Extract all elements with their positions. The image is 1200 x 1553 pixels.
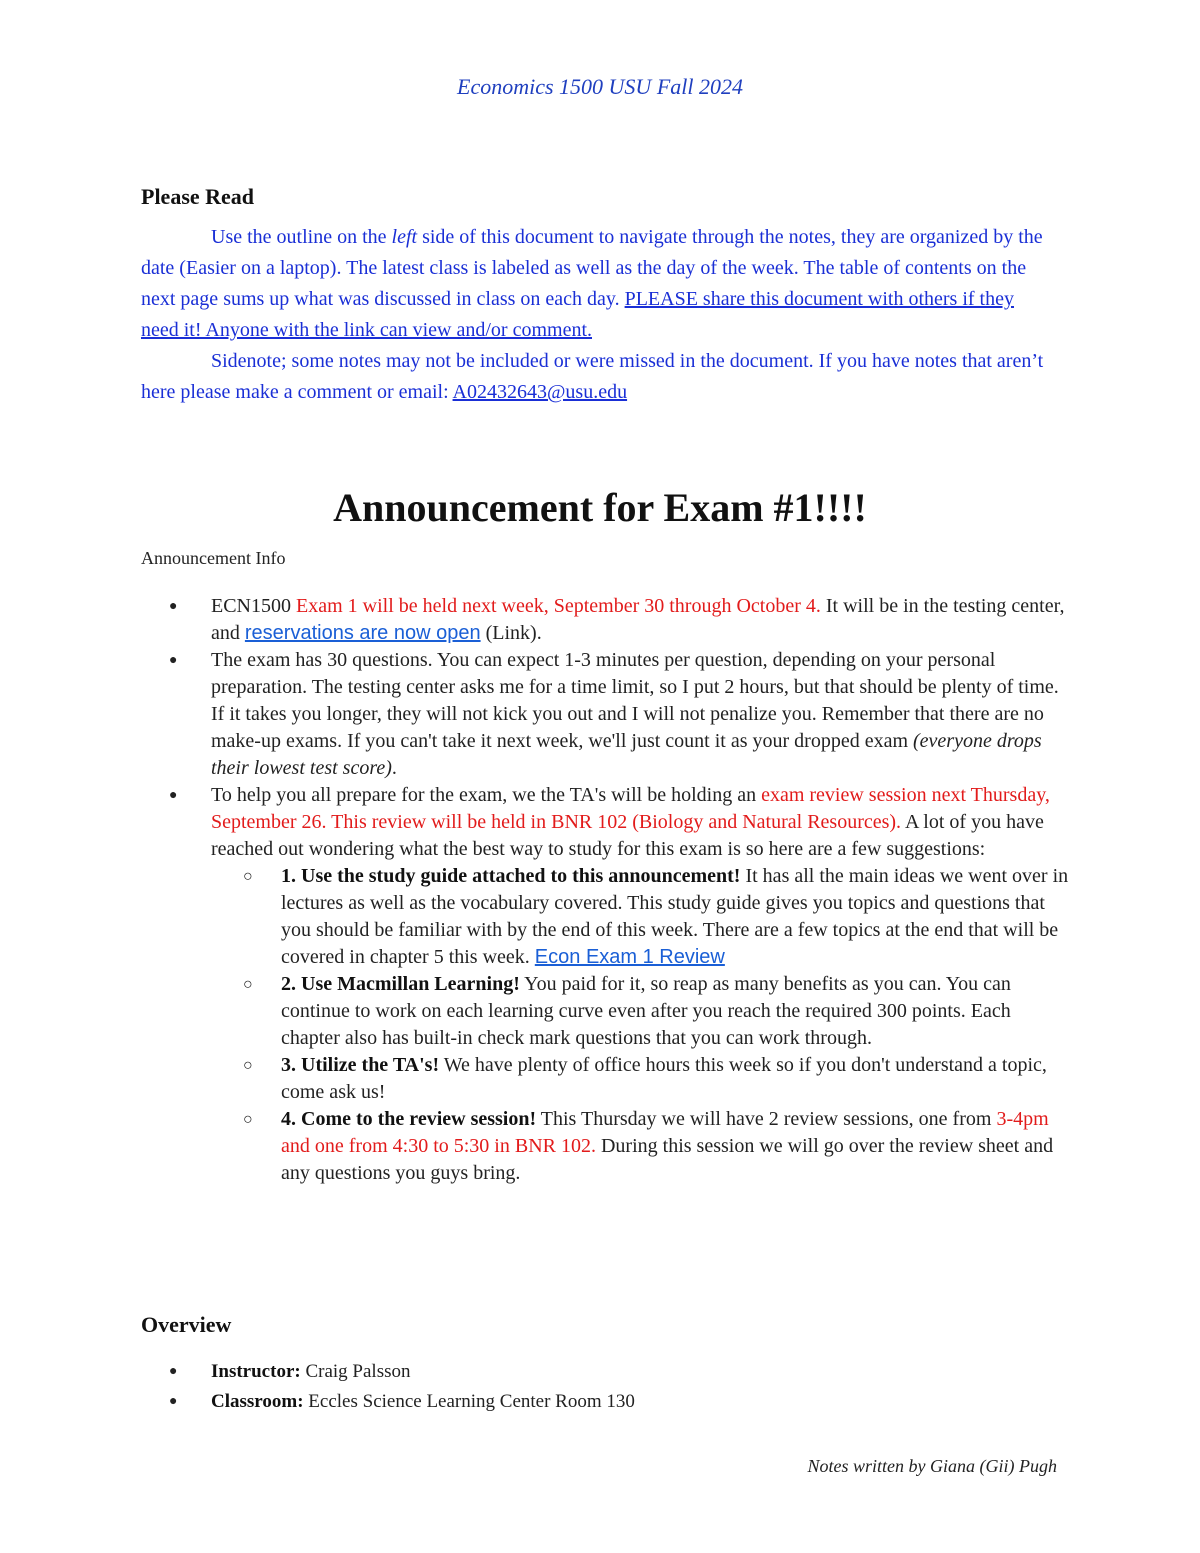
- intro-text: Sidenote; some notes may not be included or were missed in the document. If you have notes that aren’t here please make a comment or email:: [141, 350, 1044, 403]
- sub-list-item: [141, 863, 1071, 971]
- intro-text: Use the outline on the: [211, 226, 392, 248]
- footer-credit: Notes written by Giana (Gii) Pugh: [807, 1456, 1057, 1476]
- list-item: [141, 593, 1071, 647]
- circle-bullet-icon: ○: [243, 1057, 253, 1074]
- classroom-value: Eccles Science Learning Center Room 130: [303, 1391, 635, 1412]
- sub-list-item: [141, 971, 1071, 1052]
- overview-heading: Overview: [141, 1312, 232, 1337]
- intro-paragraph-1: [141, 222, 1051, 346]
- study-guide-link[interactable]: Econ Exam 1 Review: [534, 946, 725, 968]
- intro-text: side of this document to navigate through the notes, they are organized by the date (Easier on a laptop). The latest class is labeled as well as the day of the week. The table of contents on the next page sums up what was discussed in class on each day.: [141, 226, 1043, 310]
- classroom-label: Classroom:: [211, 1391, 304, 1412]
- list-item: [141, 1357, 1071, 1387]
- suggestion-title: 4. Come to the review session!: [281, 1108, 537, 1130]
- please-read-heading: Please Read: [141, 184, 255, 209]
- list-text: ECN1500: [211, 595, 296, 617]
- list-text: You paid for it, so reap as many benefits as you can. You can continue to work on each learning curve even after you reach the required 300 points. Each chapter also has built-in check mark questions that you can work through.: [281, 973, 1011, 1049]
- list-text: This Thursday we will have 2 review sessions, one from: [536, 1108, 997, 1130]
- intro-paragraph-2: [141, 346, 1051, 408]
- bullet-icon: ●: [169, 1364, 178, 1379]
- list-text: .: [391, 757, 397, 779]
- bullet-icon: ●: [169, 599, 178, 614]
- highlight-text: 3-4pm and one from 4:30 to 5:30 in BNR 102.: [281, 1108, 1049, 1157]
- list-text: We have plenty of office hours this week so if you don't understand a topic, come ask us!: [281, 1054, 1047, 1103]
- sub-list-item: [141, 1052, 1071, 1106]
- bullet-icon: ●: [169, 788, 178, 803]
- announcement-title: Announcement for Exam #1!!!!: [333, 485, 867, 530]
- list-text: It has all the main ideas we went over in lectures as well as the vocabulary covered. This study guide gives you topics and questions that you should be familiar with by the end of this week. There are a few topics at the end that will be covered in chapter 5 this week.: [281, 865, 1069, 968]
- list-text: A lot of you have reached out wondering what the best way to study for this exam is so here are a few suggestions:: [211, 811, 1044, 860]
- highlight-text: exam review session next Thursday, September 26. This review will be held in BNR 102 (Biology and Natural Resources).: [211, 784, 1050, 833]
- email-link[interactable]: A02432643@usu.edu: [452, 381, 628, 403]
- bullet-icon: ●: [169, 1394, 178, 1409]
- sub-list-item: [141, 1106, 1071, 1187]
- bullet-icon: ●: [169, 653, 178, 668]
- announcement-info-label: Announcement Info: [141, 548, 286, 568]
- list-text: (Link).: [480, 622, 542, 644]
- overview-list: [141, 1357, 1071, 1417]
- share-link[interactable]: PLEASE share this document with others if they need it! Anyone with the link can view and/or comment.: [141, 288, 1014, 341]
- list-item: [141, 1387, 1071, 1417]
- circle-bullet-icon: ○: [243, 1111, 253, 1128]
- reservations-link[interactable]: reservations are now open: [244, 622, 481, 644]
- suggestion-title: 2. Use Macmillan Learning!: [281, 973, 520, 995]
- list-text: During this session we will go over the review sheet and any questions you guys bring.: [281, 1135, 1054, 1184]
- circle-bullet-icon: ○: [243, 868, 253, 885]
- document-header: Economics 1500 USU Fall 2024: [457, 74, 743, 99]
- list-emphasis: (everyone drops their lowest test score): [211, 730, 1042, 779]
- suggestion-title: 3. Utilize the TA's!: [281, 1054, 440, 1076]
- list-text: To help you all prepare for the exam, we the TA's will be holding an: [211, 784, 762, 806]
- list-text: It will be in the testing center, and: [211, 595, 1065, 644]
- instructor-value: Craig Palsson: [300, 1361, 411, 1382]
- highlight-text: Exam 1 will be held next week, September 30 through October 4.: [296, 595, 821, 617]
- intro-emphasis: left: [391, 226, 418, 248]
- suggestion-title: 1. Use the study guide attached to this announcement!: [281, 865, 741, 887]
- instructor-label: Instructor:: [211, 1361, 301, 1382]
- announcement-list: [141, 593, 1071, 1187]
- circle-bullet-icon: ○: [243, 976, 253, 993]
- list-text: The exam has 30 questions. You can expect 1-3 minutes per question, depending on your personal preparation. The testing center asks me for a time limit, so I put 2 hours, but that should be plenty of time. If it takes you longer, they will not kick you out and I will not penalize you. Remember that there are no make-up exams. If you can't take it next week, we'll just count it as your dropped exam: [211, 649, 1059, 752]
- intro-section: [141, 222, 1051, 408]
- list-item: [141, 782, 1071, 863]
- list-item: [141, 647, 1071, 782]
